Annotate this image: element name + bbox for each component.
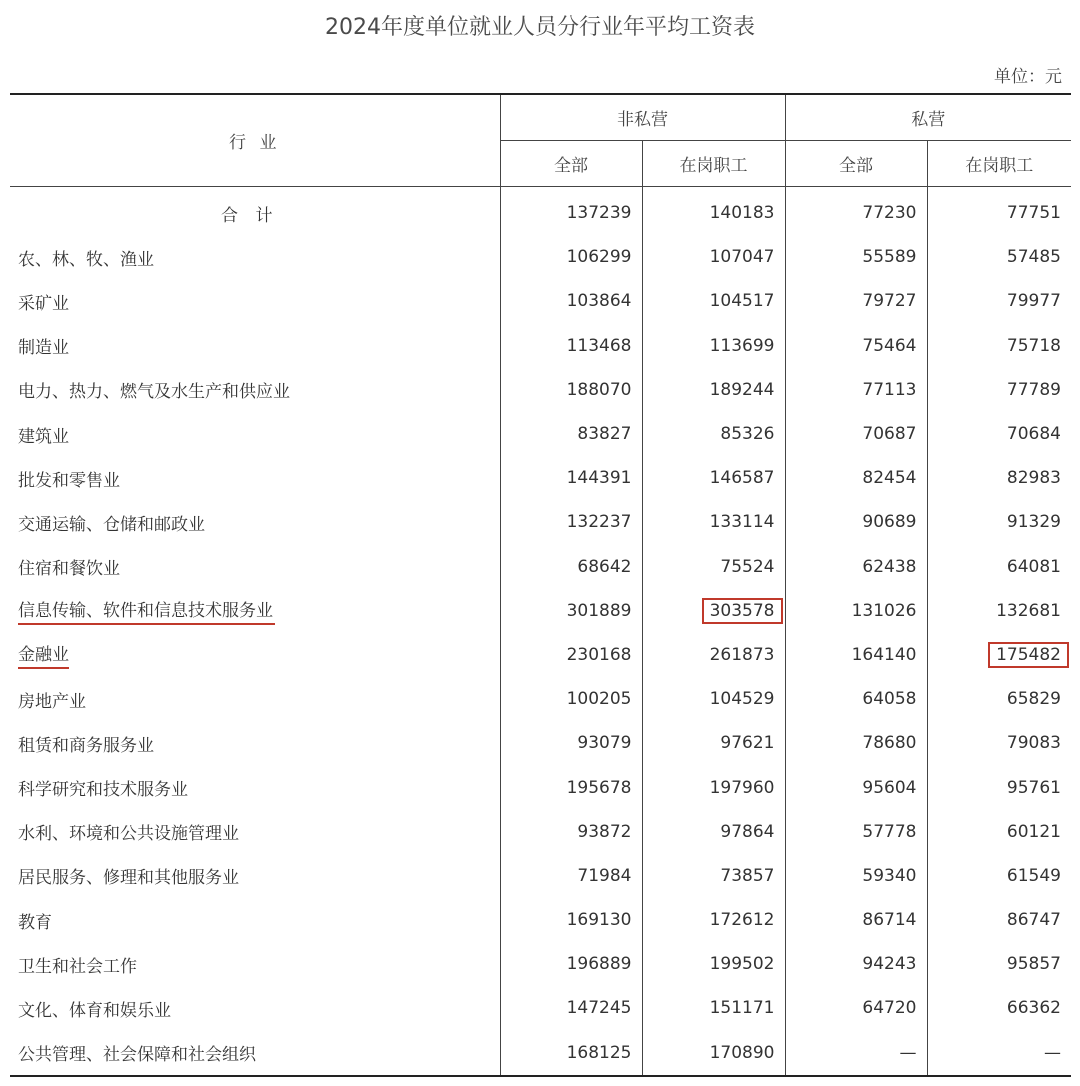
non-private-all-cell-text: 113468 <box>566 335 632 356</box>
private-on-post-cell <box>927 633 1071 677</box>
industry-cell-text: 批发和零售业 <box>18 470 120 491</box>
non-private-all-cell-text: 144391 <box>566 468 632 489</box>
industry-cell-text: 采矿业 <box>18 293 69 314</box>
non-private-on-post-cell-text: 113699 <box>709 335 775 356</box>
private-all-cell <box>785 677 927 721</box>
industry-cell <box>10 986 500 1030</box>
private-all-cell-text: 94243 <box>862 954 917 975</box>
industry-cell <box>10 412 500 456</box>
table-row <box>10 545 1071 589</box>
private-all-cell-text: 164140 <box>851 644 917 665</box>
non-private-all-cell <box>500 633 642 677</box>
page-title: 2024年度单位就业人员分行业年平均工资表 <box>325 15 755 40</box>
non-private-all-cell <box>500 898 642 942</box>
private-all-cell-text: 59340 <box>862 865 917 886</box>
private-on-post-cell <box>927 368 1071 412</box>
non-private-all-cell <box>500 412 642 456</box>
table-row <box>10 810 1071 854</box>
industry-cell <box>10 187 500 236</box>
non-private-on-post-cell-text: 85326 <box>720 424 775 445</box>
private-on-post-cell <box>927 589 1071 633</box>
non-private-on-post-cell <box>642 721 785 765</box>
table-row <box>10 765 1071 809</box>
non-private-on-post-cell-text: 75524 <box>720 556 775 577</box>
private-on-post-cell <box>927 412 1071 456</box>
non-private-all-cell <box>500 810 642 854</box>
private-all-cell <box>785 500 927 544</box>
private-on-post-cell <box>927 187 1071 236</box>
industry-cell-text: 水利、环境和公共设施管理业 <box>18 824 239 845</box>
private-on-post-cell <box>927 456 1071 500</box>
table-row <box>10 412 1071 456</box>
table-row <box>10 187 1071 236</box>
private-on-post-cell-text: 77789 <box>1006 379 1061 400</box>
private-on-post-cell-text: 65829 <box>1006 689 1061 710</box>
industry-cell-text: 电力、热力、燃气及水生产和供应业 <box>18 382 290 403</box>
private-all-cell <box>785 721 927 765</box>
non-private-on-post-cell <box>642 500 785 544</box>
industry-cell <box>10 677 500 721</box>
private-on-post-cell <box>927 324 1071 368</box>
non-private-on-post-cell <box>642 235 785 279</box>
private-all-cell-text: 77113 <box>862 379 917 400</box>
industry-cell <box>10 810 500 854</box>
non-private-all-cell <box>500 545 642 589</box>
non-private-all-cell-text: 103864 <box>566 291 632 312</box>
non-private-all-cell-text: 169130 <box>566 910 632 931</box>
private-on-post-cell <box>927 810 1071 854</box>
private-all-cell-text: 79727 <box>862 291 917 312</box>
private-on-post-cell <box>927 235 1071 279</box>
non-private-on-post-cell-text: 97864 <box>720 821 775 842</box>
non-private-on-post-cell-text: 97621 <box>720 733 775 754</box>
non-private-all-cell <box>500 324 642 368</box>
underlined-industry-label: 信息传输、软件和信息技术服务业 <box>18 596 275 625</box>
non-private-on-post-cell <box>642 324 785 368</box>
industry-cell-text: 房地产业 <box>18 691 86 712</box>
non-private-on-post-cell <box>642 986 785 1030</box>
private-all-cell-text: 75464 <box>862 335 917 356</box>
private-on-post-cell-text: 132681 <box>996 600 1061 621</box>
private-all-cell-text: 62438 <box>862 556 917 577</box>
private-all-cell <box>785 235 927 279</box>
private-all-cell-text: 77230 <box>862 203 917 224</box>
private-all-cell <box>785 412 927 456</box>
non-private-all-cell-text: 147245 <box>566 998 632 1019</box>
non-private-on-post-cell-text: 140183 <box>709 203 775 224</box>
industry-cell <box>10 545 500 589</box>
header-np-all: 全部 <box>500 141 642 187</box>
non-private-all-cell <box>500 1031 642 1076</box>
non-private-all-cell-text: 93872 <box>577 821 632 842</box>
non-private-on-post-cell <box>642 412 785 456</box>
private-on-post-cell-text: 79977 <box>1006 291 1061 312</box>
non-private-all-cell <box>500 589 642 633</box>
private-on-post-cell <box>927 765 1071 809</box>
private-on-post-cell-text: 86747 <box>1006 910 1061 931</box>
private-all-cell <box>785 1031 927 1076</box>
private-all-cell <box>785 589 927 633</box>
private-on-post-cell <box>927 721 1071 765</box>
industry-cell-text: 交通运输、仓储和邮政业 <box>18 514 205 535</box>
private-all-cell <box>785 810 927 854</box>
non-private-on-post-cell-text: 133114 <box>709 512 775 533</box>
private-on-post-cell-text: 66362 <box>1006 998 1061 1019</box>
private-all-cell <box>785 324 927 368</box>
non-private-all-cell <box>500 677 642 721</box>
non-private-on-post-cell <box>642 810 785 854</box>
private-all-cell-text: 82454 <box>862 468 917 489</box>
non-private-on-post-cell <box>642 187 785 236</box>
non-private-on-post-cell-text: 104529 <box>709 689 775 710</box>
private-all-cell-text: 64720 <box>862 998 917 1019</box>
private-all-cell-text: 64058 <box>862 689 917 710</box>
non-private-on-post-cell <box>642 589 785 633</box>
non-private-all-cell <box>500 765 642 809</box>
private-on-post-cell-text: 77751 <box>1006 203 1061 224</box>
non-private-all-cell <box>500 187 642 236</box>
header-p-all: 全部 <box>785 141 927 187</box>
non-private-on-post-cell-text: 104517 <box>709 291 775 312</box>
industry-cell <box>10 633 500 677</box>
private-on-post-cell <box>927 854 1071 898</box>
private-on-post-cell-text: 64081 <box>1006 556 1061 577</box>
private-on-post-cell-text: 60121 <box>1006 821 1061 842</box>
private-on-post-cell-text: 82983 <box>1006 468 1061 489</box>
non-private-all-cell <box>500 854 642 898</box>
table-row <box>10 368 1071 412</box>
non-private-all-cell-text: 132237 <box>566 512 632 533</box>
private-on-post-cell <box>927 1031 1071 1076</box>
non-private-on-post-cell-text: 146587 <box>709 468 775 489</box>
private-all-cell-text: 57778 <box>862 821 917 842</box>
private-on-post-cell <box>927 500 1071 544</box>
non-private-on-post-cell-text: 199502 <box>709 954 775 975</box>
private-all-cell-text: 70687 <box>862 424 917 445</box>
industry-cell-text: 住宿和餐饮业 <box>18 559 120 580</box>
non-private-all-cell-text: 301889 <box>566 600 632 621</box>
private-on-post-cell <box>927 545 1071 589</box>
non-private-all-cell-text: 230168 <box>566 644 632 665</box>
non-private-on-post-cell-text: 261873 <box>709 644 775 665</box>
table-row <box>10 589 1071 633</box>
private-on-post-cell <box>927 986 1071 1030</box>
non-private-all-cell-text: 106299 <box>566 247 632 268</box>
table-row <box>10 279 1071 323</box>
private-on-post-cell <box>927 898 1071 942</box>
unit-label: 单位：元 <box>994 67 1062 87</box>
non-private-all-cell <box>500 368 642 412</box>
non-private-all-cell <box>500 986 642 1030</box>
non-private-on-post-cell <box>642 898 785 942</box>
non-private-on-post-cell <box>642 765 785 809</box>
private-all-cell <box>785 633 927 677</box>
industry-cell <box>10 235 500 279</box>
industry-cell-text: 科学研究和技术服务业 <box>18 780 188 801</box>
boxed-value: 175482 <box>988 642 1069 668</box>
non-private-all-cell <box>500 721 642 765</box>
header-private: 私营 <box>785 94 1071 141</box>
private-all-cell-text: 131026 <box>851 600 917 621</box>
industry-cell <box>10 1031 500 1076</box>
non-private-on-post-cell <box>642 456 785 500</box>
non-private-all-cell-text: 195678 <box>566 777 632 798</box>
header-p-on-post: 在岗职工 <box>927 141 1071 187</box>
private-on-post-cell-text: 95761 <box>1006 777 1061 798</box>
non-private-all-cell-text: 168125 <box>566 1042 632 1063</box>
industry-cell-text: 文化、体育和娱乐业 <box>18 1000 171 1021</box>
table-body <box>10 187 1071 1076</box>
private-on-post-cell-text: 57485 <box>1006 247 1061 268</box>
non-private-on-post-cell-text: 151171 <box>709 998 775 1019</box>
private-on-post-cell-text: 91329 <box>1006 512 1061 533</box>
non-private-all-cell-text: 71984 <box>577 865 632 886</box>
non-private-all-cell-text: 93079 <box>577 733 632 754</box>
private-all-cell <box>785 456 927 500</box>
industry-cell <box>10 898 500 942</box>
private-all-cell <box>785 898 927 942</box>
industry-cell <box>10 721 500 765</box>
private-on-post-cell-text: 70684 <box>1006 424 1061 445</box>
industry-cell <box>10 942 500 986</box>
non-private-on-post-cell <box>642 942 785 986</box>
private-on-post-cell-text: 79083 <box>1006 733 1061 754</box>
non-private-on-post-cell-text: 170890 <box>709 1042 775 1063</box>
table-row <box>10 633 1071 677</box>
non-private-on-post-cell-text: 197960 <box>709 777 775 798</box>
private-on-post-cell <box>927 279 1071 323</box>
table-row <box>10 854 1071 898</box>
table-row <box>10 942 1071 986</box>
industry-cell-text: 制造业 <box>18 338 69 359</box>
wage-table <box>10 93 1071 1077</box>
private-on-post-cell-text: 75718 <box>1006 335 1061 356</box>
non-private-on-post-cell-text: 172612 <box>709 910 775 931</box>
table-row <box>10 324 1071 368</box>
private-on-post-cell <box>927 942 1071 986</box>
non-private-all-cell-text: 68642 <box>577 556 632 577</box>
table-row <box>10 1031 1071 1076</box>
private-all-cell <box>785 545 927 589</box>
private-all-cell <box>785 279 927 323</box>
industry-cell-text: 卫生和社会工作 <box>18 956 137 977</box>
industry-cell-text: 租赁和商务服务业 <box>18 735 154 756</box>
non-private-on-post-cell <box>642 677 785 721</box>
table-row <box>10 898 1071 942</box>
non-private-on-post-cell <box>642 854 785 898</box>
non-private-all-cell-text: 188070 <box>566 379 632 400</box>
table-row <box>10 235 1071 279</box>
non-private-all-cell-text: 196889 <box>566 954 632 975</box>
private-all-cell-text: 86714 <box>862 910 917 931</box>
industry-cell <box>10 368 500 412</box>
industry-cell-text: 合 计 <box>221 205 279 226</box>
private-on-post-cell-text: — <box>1044 1042 1061 1063</box>
boxed-value: 303578 <box>702 598 783 624</box>
industry-cell <box>10 854 500 898</box>
private-all-cell <box>785 854 927 898</box>
non-private-on-post-cell <box>642 368 785 412</box>
industry-cell <box>10 589 500 633</box>
industry-cell-text: 建筑业 <box>18 426 69 447</box>
non-private-all-cell <box>500 456 642 500</box>
table-row <box>10 500 1071 544</box>
private-all-cell-text: 78680 <box>862 733 917 754</box>
industry-cell-text: 公共管理、社会保障和社会组织 <box>18 1045 256 1066</box>
non-private-all-cell <box>500 500 642 544</box>
private-on-post-cell-text: 61549 <box>1006 865 1061 886</box>
non-private-all-cell-text: 137239 <box>566 203 632 224</box>
private-on-post-cell <box>927 677 1071 721</box>
non-private-on-post-cell-text: 189244 <box>709 379 775 400</box>
non-private-on-post-cell <box>642 1031 785 1076</box>
private-all-cell-text: — <box>899 1042 917 1063</box>
non-private-all-cell-text: 83827 <box>577 424 632 445</box>
industry-cell <box>10 500 500 544</box>
private-all-cell <box>785 765 927 809</box>
private-all-cell-text: 55589 <box>862 247 917 268</box>
private-all-cell <box>785 368 927 412</box>
table-row <box>10 677 1071 721</box>
industry-cell <box>10 279 500 323</box>
underlined-industry-label: 金融业 <box>18 640 69 669</box>
private-all-cell <box>785 986 927 1030</box>
non-private-on-post-cell <box>642 545 785 589</box>
header-non-private: 非私营 <box>500 94 785 141</box>
non-private-all-cell <box>500 235 642 279</box>
industry-cell-text: 居民服务、修理和其他服务业 <box>18 868 239 889</box>
industry-cell-text: 教育 <box>18 912 52 933</box>
non-private-all-cell <box>500 942 642 986</box>
non-private-all-cell <box>500 279 642 323</box>
non-private-on-post-cell-text: 107047 <box>709 247 775 268</box>
industry-cell <box>10 456 500 500</box>
non-private-all-cell-text: 100205 <box>566 689 632 710</box>
industry-cell <box>10 765 500 809</box>
private-all-cell <box>785 942 927 986</box>
industry-cell <box>10 324 500 368</box>
private-all-cell-text: 90689 <box>862 512 917 533</box>
industry-cell-text: 农、林、牧、渔业 <box>18 249 154 270</box>
table-row <box>10 456 1071 500</box>
non-private-on-post-cell-text: 73857 <box>720 865 775 886</box>
private-on-post-cell-text: 95857 <box>1006 954 1061 975</box>
private-all-cell <box>785 187 927 236</box>
header-np-on-post: 在岗职工 <box>642 141 785 187</box>
private-all-cell-text: 95604 <box>862 777 917 798</box>
table-row <box>10 721 1071 765</box>
non-private-on-post-cell <box>642 633 785 677</box>
table-row <box>10 986 1071 1030</box>
non-private-on-post-cell <box>642 279 785 323</box>
header-industry: 行 业 <box>10 94 500 187</box>
